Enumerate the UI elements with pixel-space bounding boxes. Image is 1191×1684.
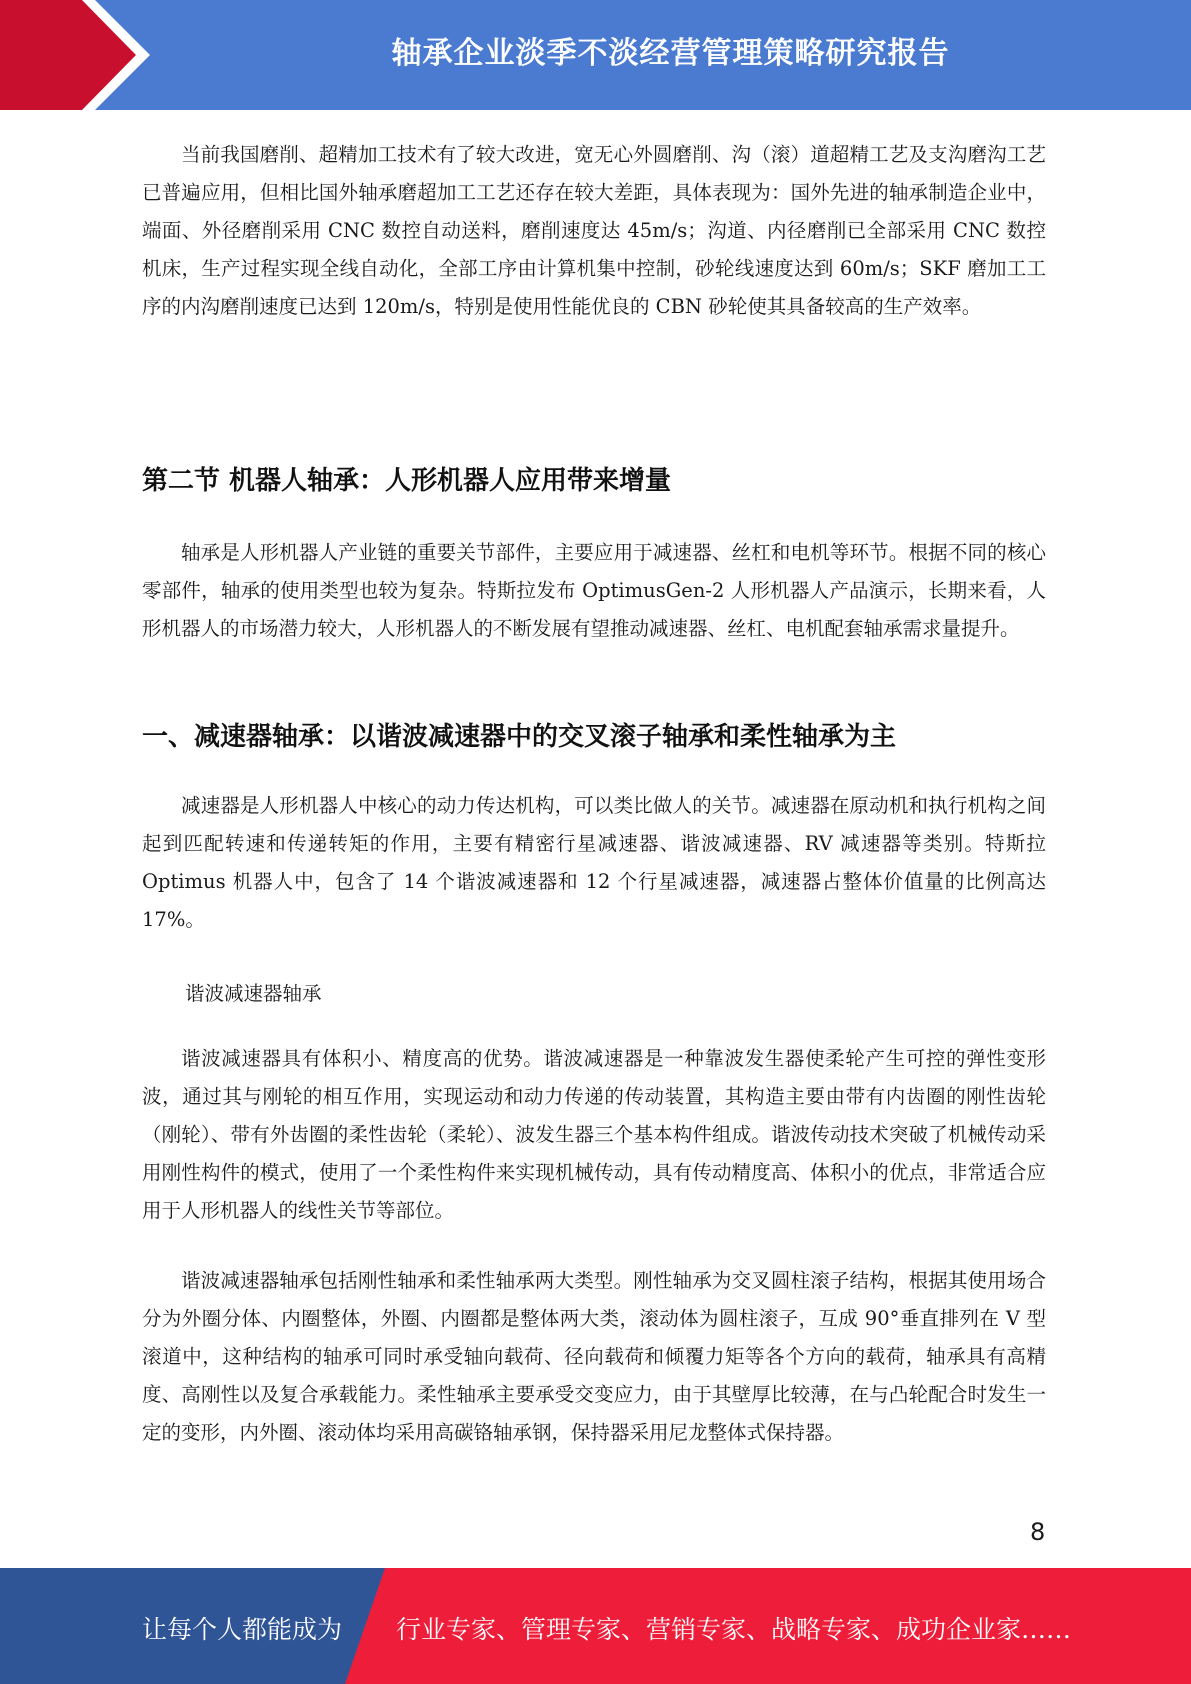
paragraph-reducers: 减速器是人形机器人中核心的动力传达机构，可以类比做人的关节。减速器在原动机和执行机构之间起到匹配转速和传递转矩的作用，主要有精密行星减速器、谐波减速器、RV 减速器等类别。特斯拉 Optimus 机器人中，包含了 14 个谐波减速器和 12 个行星减速器，减速器占整体价值量的比例高达 17%。	[142, 794, 1046, 931]
page-header-band	[0, 0, 1191, 110]
paragraph-harmonic-reducer: 谐波减速器具有体积小、精度高的优势。谐波减速器是一种靠波发生器使柔轮产生可控的弹性变形波，通过其与刚轮的相互作用，实现运动和动力传递的传动装置，其构造主要由带有内齿圈的刚性齿轮（刚轮）、带有外齿圈的柔性齿轮（柔轮）、波发生器三个基本构件组成。谐波传动技术突破了机械传动采用刚性构件的模式，使用了一个柔性构件来实现机械传动，具有传动精度高、体积小的优点，非常适合应用于人形机器人的线性关节等部位。	[142, 1047, 1046, 1222]
subsection-heading: 一、减速器轴承：以谐波减速器中的交叉滚子轴承和柔性轴承为主	[142, 722, 897, 752]
paragraph-harmonic-bearings: 谐波减速器轴承包括刚性轴承和柔性轴承两大类型。刚性轴承为交叉圆柱滚子结构，根据其使用场合分为外圈分体、内圈整体，外圈、内圈都是整体两大类，滚动体为圆柱滚子，互成 90°垂直排列在 V 型滚道中，这种结构的轴承可同时承受轴向载荷、径向载荷和倾覆力矩等各个方向的载荷，轴承具有高精度、高刚性以及复合承载能力。柔性轴承主要承受交变应力，由于其壁厚比较薄，在与凸轮配合时发生一定的变形，内外圈、滚动体均采用高碳铬轴承钢，保持器采用尼龙整体式保持器。	[142, 1269, 1046, 1444]
page-number: 8	[1030, 1518, 1046, 1546]
report-title: 轴承企业淡季不淡经营管理策略研究报告	[391, 36, 950, 71]
footer-slogan-left: 让每个人都能成为	[142, 1615, 343, 1644]
paragraph-grinding-technology: 当前我国磨削、超精加工技术有了较大改进，宽无心外圆磨削、沟（滚）道超精工艺及支沟磨沟工艺已普遍应用，但相比国外轴承磨超加工工艺还存在较大差距，具体表现为：国外先进的轴承制造企业中，端面、外径磨削采用 CNC 数控自动送料，磨削速度达 45m/s；沟道、内径磨削已全部采用 CNC 数控机床，生产过程实现全线自动化，全部工序由计算机集中控制，砂轮线速度达到 60m/s；SKF 磨加工工序的内沟磨削速度已达到 120m/s，特别是使用性能优良的 CBN 砂轮使其具备较高的生产效率。	[142, 143, 1046, 318]
paragraph-robot-bearings: 轴承是人形机器人产业链的重要关节部件，主要应用于减速器、丝杠和电机等环节。根据不同的核心零部件，轴承的使用类型也较为复杂。特斯拉发布 OptimusGen-2 人形机器人产品演示，长期来看，人形机器人的市场潜力较大，人形机器人的不断发展有望推动减速器、丝杠、电机配套轴承需求量提升。	[142, 541, 1046, 640]
section-heading: 第二节 机器人轴承：人形机器人应用带来增量	[142, 466, 672, 496]
footer-slogan-right: 行业专家、管理专家、营销专家、战略专家、成功企业家……	[396, 1615, 1072, 1644]
minor-heading: 谐波减速器轴承	[185, 982, 322, 1005]
header-red-arrow	[0, 0, 160, 110]
